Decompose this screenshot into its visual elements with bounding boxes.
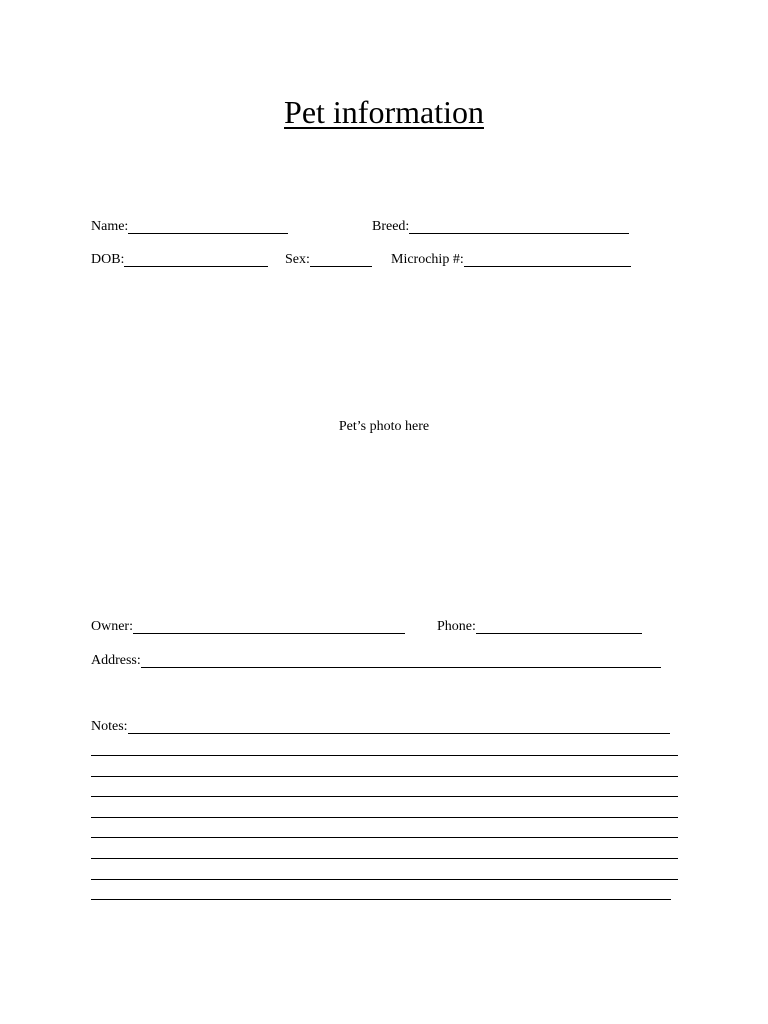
notes-field[interactable] <box>91 719 670 735</box>
dob-field[interactable] <box>91 252 268 268</box>
address-blank[interactable] <box>141 653 661 668</box>
notes-line[interactable] <box>91 817 678 818</box>
address-field[interactable] <box>91 653 661 669</box>
sex-label: Sex: <box>285 252 310 267</box>
notes-line[interactable] <box>91 755 678 756</box>
phone-label: Phone: <box>437 619 476 634</box>
microchip-field[interactable] <box>391 252 631 268</box>
pet-photo-placeholder[interactable]: Pet’s photo here <box>338 419 430 434</box>
sex-field[interactable] <box>285 252 372 268</box>
phone-field[interactable] <box>437 619 642 635</box>
owner-label: Owner: <box>91 619 133 634</box>
breed-field[interactable] <box>372 219 629 235</box>
name-label: Name: <box>91 219 129 234</box>
sex-blank[interactable] <box>310 252 372 267</box>
notes-line[interactable] <box>91 796 678 797</box>
name-blank[interactable] <box>128 219 288 234</box>
notes-line[interactable] <box>91 899 671 900</box>
breed-blank[interactable] <box>409 219 629 234</box>
owner-blank[interactable] <box>133 619 405 634</box>
notes-line[interactable] <box>91 776 678 777</box>
microchip-label: Microchip #: <box>391 252 464 267</box>
notes-label: Notes: <box>91 719 128 734</box>
page-title: Pet information <box>284 94 484 130</box>
dob-blank[interactable] <box>124 252 268 267</box>
dob-label: DOB: <box>91 252 125 267</box>
address-label: Address: <box>91 653 141 668</box>
phone-blank[interactable] <box>476 619 642 634</box>
notes-line[interactable] <box>91 837 678 838</box>
notes-line[interactable] <box>91 858 678 859</box>
notes-line[interactable] <box>91 879 678 880</box>
notes-blank[interactable] <box>128 719 670 734</box>
owner-field[interactable] <box>91 619 405 635</box>
microchip-blank[interactable] <box>464 252 631 267</box>
name-field[interactable] <box>91 219 288 235</box>
breed-label: Breed: <box>372 219 410 234</box>
